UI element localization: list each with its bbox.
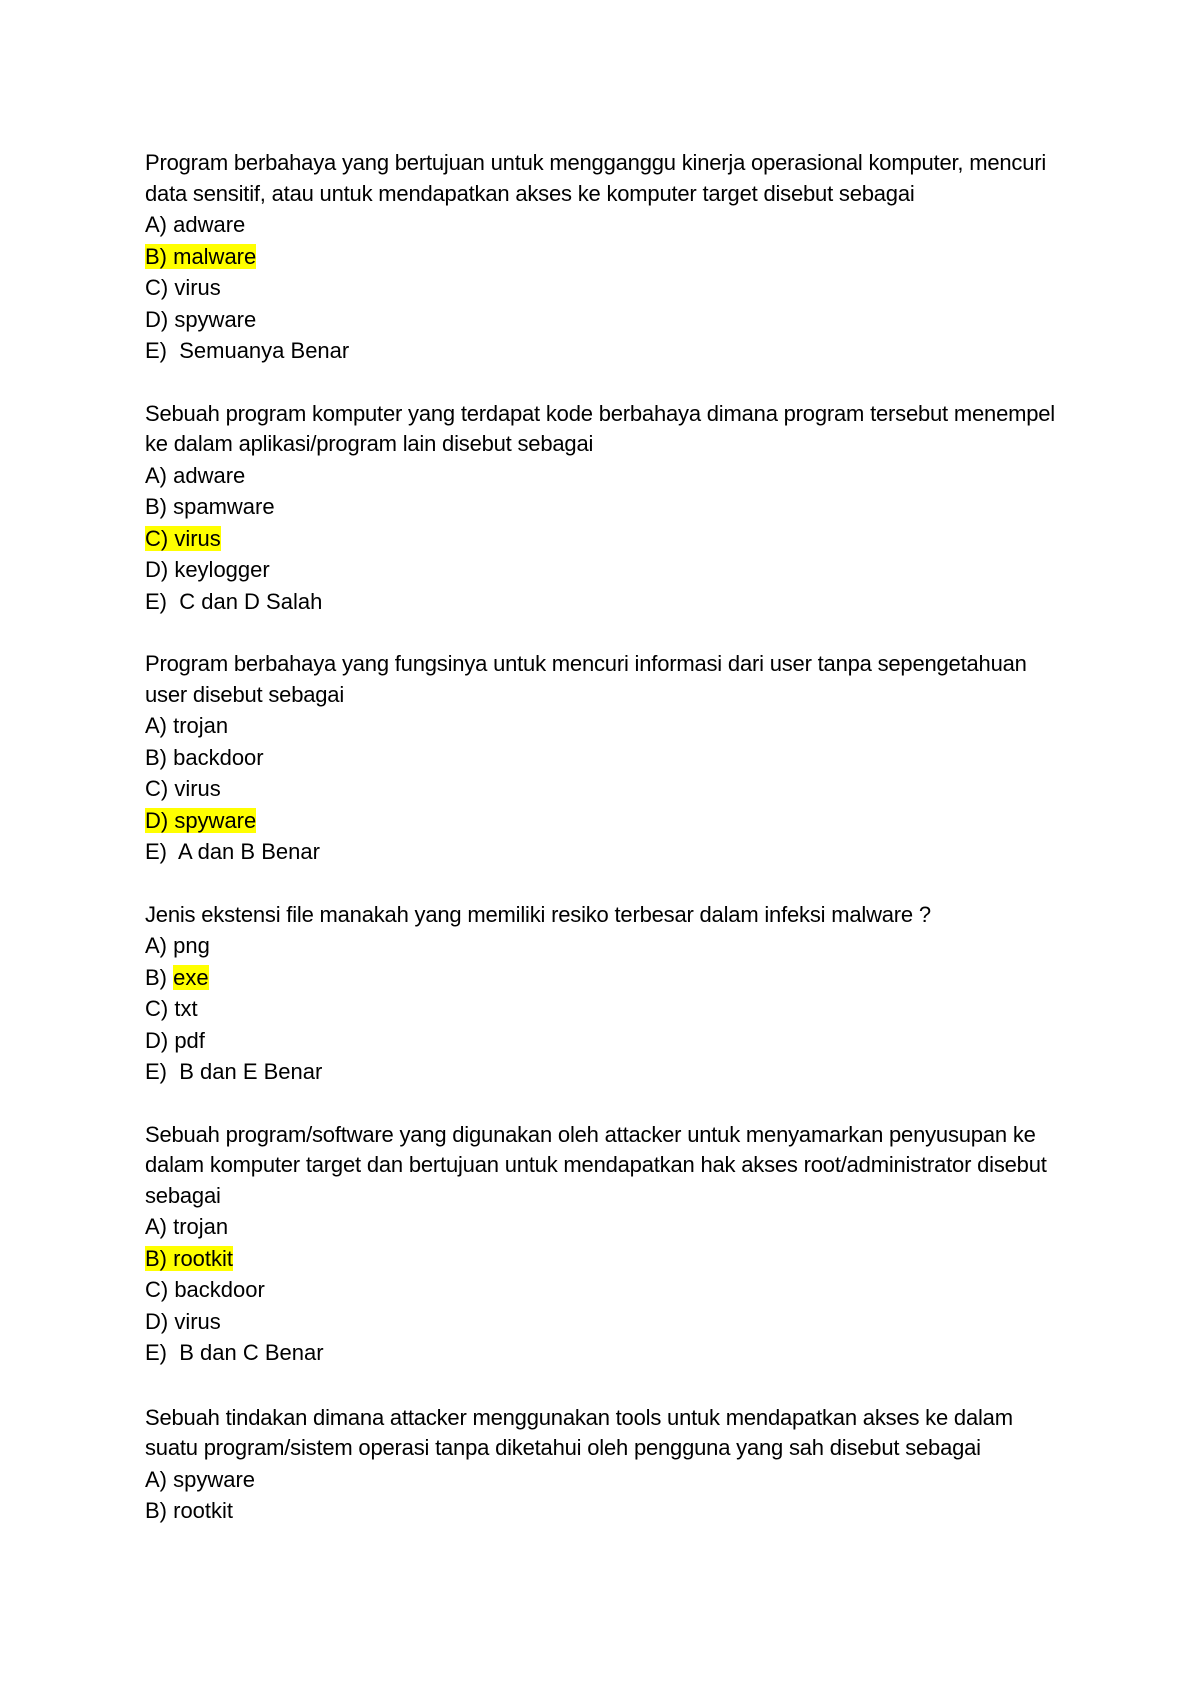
option-d: D) keylogger xyxy=(145,557,270,582)
option-b: B) spamware xyxy=(145,494,275,519)
option-e: E) B dan E Benar xyxy=(145,1059,323,1084)
option-c: C) virus xyxy=(145,776,221,801)
question-5 xyxy=(145,1120,1065,1369)
document-page xyxy=(145,148,1065,1559)
highlighted-answer: exe xyxy=(173,964,209,990)
highlighted-answer: B) malware xyxy=(145,243,257,269)
option-e: E) B dan C Benar xyxy=(145,1340,324,1365)
option-c: C) virus xyxy=(145,275,221,300)
question-4 xyxy=(145,900,1065,1088)
option-c: C) backdoor xyxy=(145,1277,265,1302)
question-1 xyxy=(145,148,1065,367)
option-a: A) png xyxy=(145,933,210,958)
option-b xyxy=(145,962,1065,994)
option-d xyxy=(145,805,1065,837)
option-b: B) rootkit xyxy=(145,1498,234,1523)
question-text: Jenis ekstensi file manakah yang memiliki resiko terbesar dalam infeksi malware ? xyxy=(145,901,931,927)
question-text: Program berbahaya yang fungsinya untuk mencuri informasi dari user tanpa sepengetahuan user disebut sebagai xyxy=(145,651,1027,707)
question-6 xyxy=(145,1403,1065,1527)
option-a: A) trojan xyxy=(145,1214,229,1239)
option-d: D) pdf xyxy=(145,1027,205,1053)
option-d: D) virus xyxy=(145,1308,221,1334)
option-e: E) C dan D Salah xyxy=(145,588,323,614)
question-3 xyxy=(145,649,1065,868)
question-text: Sebuah program/software yang digunakan oleh attacker untuk menyamarkan penyusupan ke dalam komputer target dan bertujuan untuk mendapatkan hak akses root/administrator disebut sebagai xyxy=(145,1121,1047,1208)
question-text: Sebuah tindakan dimana attacker menggunakan tools untuk mendapatkan akses ke dalam suatu program/sistem operasi tanpa diketahui oleh pengguna yang sah disebut sebagai xyxy=(145,1404,1013,1460)
option-a: A) adware xyxy=(145,462,246,488)
question-text: Program berbahaya yang bertujuan untuk mengganggu kinerja operasional komputer, mencuri data sensitif, atau untuk mendapatkan akses ke komputer target disebut sebagai xyxy=(145,150,1047,206)
highlighted-answer: D) spyware xyxy=(145,807,257,833)
option-d: D) spyware xyxy=(145,306,257,332)
question-text: Sebuah program komputer yang terdapat kode berbahaya dimana program tersebut menempel ke dalam aplikasi/program lain disebut sebagai xyxy=(145,400,1055,456)
option-c: C) txt xyxy=(145,996,198,1021)
highlighted-answer: C) virus xyxy=(145,525,221,551)
option-b xyxy=(145,241,1065,273)
option-a: A) trojan xyxy=(145,713,229,738)
option-b: B) backdoor xyxy=(145,744,264,770)
option-c xyxy=(145,523,1065,555)
option-e: E) Semuanya Benar xyxy=(145,338,350,363)
option-e: E) A dan B Benar xyxy=(145,839,320,864)
option-b xyxy=(145,1243,1065,1275)
option-a: A) spyware xyxy=(145,1466,256,1492)
option-b-prefix: B) xyxy=(145,964,174,990)
question-2 xyxy=(145,399,1065,618)
option-a: A) adware xyxy=(145,212,246,237)
highlighted-answer: B) rootkit xyxy=(145,1245,234,1271)
